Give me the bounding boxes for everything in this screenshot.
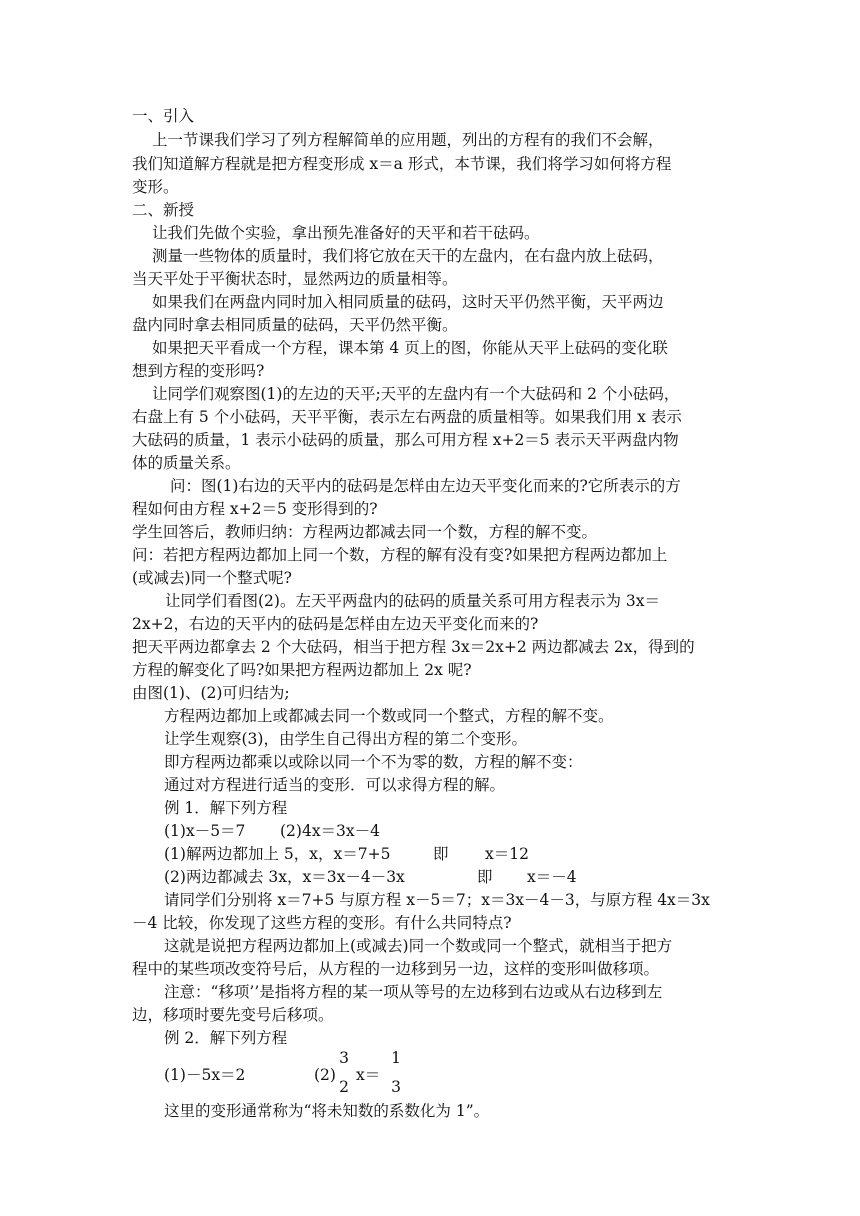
paragraph-line: 测量一些物体的质量时，我们将它放在天干的左盘内，在右盘内放上砝码， bbox=[152, 247, 664, 265]
example-1-title: 例 1．解下列方程 bbox=[164, 799, 288, 817]
paragraph-line: 边，移项时要先变号后移项。 bbox=[132, 1006, 334, 1024]
paragraph-line: 请同学们分别将 x＝7+5 与原方程 x－5＝7；x＝3x－4－3，与原方程 4x＝3x bbox=[164, 891, 710, 909]
example-1-question-1: (1)x－5＝7 bbox=[164, 822, 246, 840]
example-2-question-2-prefix: (2) bbox=[314, 1066, 336, 1084]
paragraph-line: 盘内同时拿去相同质量的砝码，天平仍然平衡。 bbox=[132, 316, 458, 334]
paragraph-line: 让同学们看图(2)。左天平两盘内的砝码的质量关系可用方程表示为 3x＝ bbox=[165, 592, 660, 610]
example-1-answer-1-result: x＝12 bbox=[485, 845, 529, 863]
fraction-denominator: 3 bbox=[391, 1078, 401, 1096]
paragraph-line: 问：图(1)右边的天平内的砝码是怎样由左边天平变化而来的?它所表示的方 bbox=[170, 477, 681, 495]
section-heading-new: 二、新授 bbox=[132, 201, 195, 219]
paragraph-line: 如果我们在两盘内同时加入相同质量的砝码，这时天平仍然平衡，天平两边 bbox=[152, 293, 664, 311]
example-1-question-2: (2)4x＝3x－4 bbox=[280, 822, 381, 840]
fraction-numerator: 1 bbox=[391, 1049, 401, 1067]
paragraph-line: 让学生观察(3)，由学生自己得出方程的第二个变形。 bbox=[164, 730, 527, 748]
paragraph-line: 把天平两边都拿去 2 个大砝码，相当于把方程 3x＝2x+2 两边都减去 2x，得到的 bbox=[132, 638, 695, 656]
paragraph-line: 我们知道解方程就是把方程变形成 x＝a 形式，本节课，我们将学习如何将方程 bbox=[132, 155, 672, 173]
paragraph-line: 想到方程的变形吗? bbox=[132, 362, 265, 380]
paragraph-line: 让同学们观察图(1)的左边的天平;天平的左盘内有一个大砝码和 2 个小砝码， bbox=[152, 385, 680, 403]
paragraph-line: 学生回答后，教师归纳：方程两边都减去同一个数，方程的解不变。 bbox=[132, 523, 598, 541]
paragraph-line: 方程的解变化了吗?如果把方程两边都加上 2x 呢? bbox=[132, 661, 472, 679]
paragraph-line: 变形。 bbox=[132, 178, 179, 196]
example-1-answer-2-result: x＝－4 bbox=[527, 868, 577, 886]
paragraph-line: 让我们先做个实验，拿出预先准备好的天平和若干砝码。 bbox=[152, 224, 540, 242]
paragraph-line: 程如何由方程 x+2＝5 变形得到的? bbox=[132, 500, 378, 518]
example-2-question-1: (1)－5x＝2 bbox=[164, 1066, 246, 1084]
example-2-title: 例 2．解下列方程 bbox=[164, 1029, 288, 1047]
paragraph-line: －4 比较，你发现了这些方程的变形。有什么共同特点? bbox=[132, 914, 512, 932]
paragraph-line: 通过对方程进行适当的变形．可以求得方程的解。 bbox=[164, 776, 506, 794]
paragraph-line: 右盘上有 5 个小砝码，天平平衡，表示左右两盘的质量相等。如果我们用 x 表示 bbox=[132, 408, 682, 426]
paragraph-line: 上一节课我们学习了列方程解简单的应用题，列出的方程有的我们不会解， bbox=[152, 131, 664, 149]
fraction-denominator: 2 bbox=[339, 1078, 349, 1096]
paragraph-line: (或减去)同一个整式呢? bbox=[132, 569, 292, 587]
paragraph-line: 当天平处于平衡状态时，显然两边的质量相等。 bbox=[132, 270, 458, 288]
paragraph-line: 即方程两边都乘以或除以同一个不为零的数，方程的解不变： bbox=[164, 753, 583, 771]
paragraph-line: 方程两边都加上或都减去同一个数或同一个整式，方程的解不变。 bbox=[164, 707, 614, 725]
paragraph-line: 如果把天平看成一个方程，课本第 4 页上的图，你能从天平上砝码的变化联 bbox=[152, 339, 668, 357]
paragraph-line: 由图(1)、(2)可归结为; bbox=[132, 684, 290, 702]
paragraph-line: 2x+2，右边的天平内的砝码是怎样由左边天平变化而来的? bbox=[132, 615, 539, 633]
example-1-answer-1-so: 即 bbox=[433, 845, 449, 863]
paragraph-line: 这就是说把方程两边都加上(或减去)同一个数或同一个整式，就相当于把方 bbox=[164, 937, 673, 955]
paragraph-line: 注意：“移项’’是指将方程的某一项从等号的左边移到右边或从右边移到左 bbox=[164, 983, 663, 1001]
paragraph-line: 这里的变形通常称为“将未知数的系数化为 1”。 bbox=[164, 1102, 490, 1120]
paragraph-line: 体的质量关系。 bbox=[132, 454, 241, 472]
paragraph-line: 大砝码的质量，1 表示小砝码的质量，那么可用方程 x+2＝5 表示天平两盘内物 bbox=[132, 431, 679, 449]
example-1-answer-2-so: 即 bbox=[477, 868, 493, 886]
fraction-numerator: 3 bbox=[339, 1049, 349, 1067]
example-2-question-2-mid: x＝ bbox=[356, 1066, 381, 1084]
example-1-answer-2: (2)两边都减去 3x，x＝3x－4－3x bbox=[164, 868, 405, 886]
example-1-answer-1: (1)解两边都加上 5，x，x＝7+5 bbox=[164, 845, 391, 863]
paragraph-line: 程中的某些项改变符号后，从方程的一边移到另一边，这样的变形叫做移项。 bbox=[132, 960, 660, 978]
section-heading-intro: 一、引入 bbox=[132, 107, 195, 125]
paragraph-line: 问：若把方程两边都加上同一个数，方程的解有没有变?如果把方程两边都加上 bbox=[132, 546, 668, 564]
